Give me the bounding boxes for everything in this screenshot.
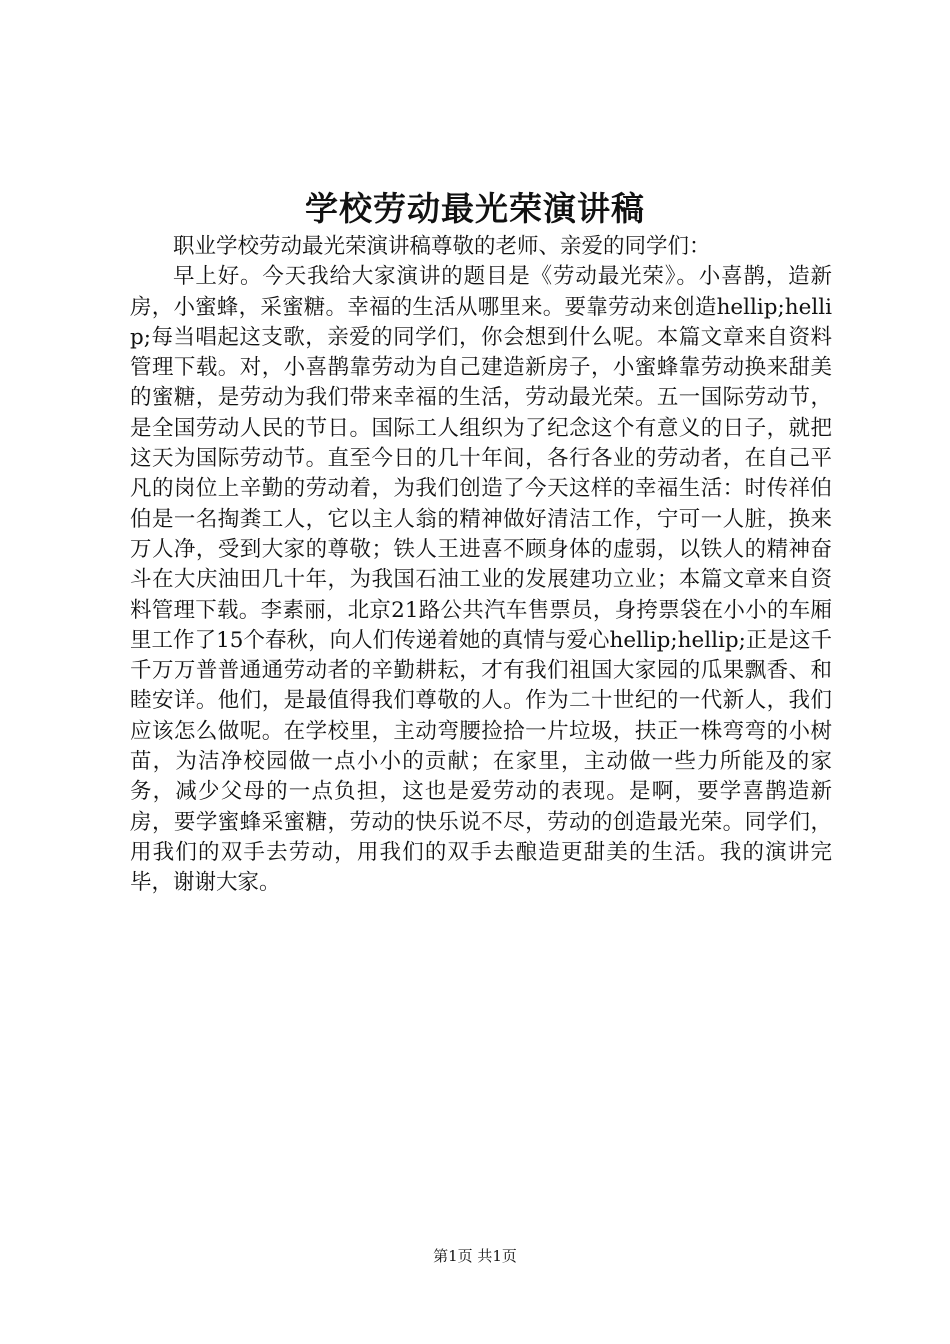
document-body [130, 232, 832, 899]
body-paragraph: 早上好。今天我给大家演讲的题目是《劳动最光荣》。小喜鹊，造新房，小蜜蜂，采蜜糖。幸福的生活从哪里来。要靠劳动来创造hellip;hellip;每当唱起这支歌，亲爱的同学们，你会想到什么呢。本篇文章来自资料管理下载。对，小喜鹊靠劳动为自己建造新房子，小蜜蜂靠劳动换来甜美的蜜糖，是劳动为我们带来幸福的生活，劳动最光荣。五一国际劳动节，是全国劳动人民的节日。国际工人组织为了纪念这个有意义的日子，就把这天为国际劳动节。直至今日的几十年间，各行各业的劳动者，在自己平凡的岗位上辛勤的劳动着，为我们创造了今天这样的幸福生活：时传祥伯伯是一名掏粪工人，它以主人翁的精神做好清洁工作，宁可一人脏，换来万人净，受到大家的尊敬；铁人王进喜不顾身体的虚弱，以铁人的精神奋斗在大庆油田几十年，为我国石油工业的发展建功立业；本篇文章来自资料管理下载。李素丽，北京21路公共汽车售票员，身挎票袋在小小的车厢里工作了15个春秋，向人们传递着她的真情与爱心hellip;hellip;正是这千千万万普普通通劳动者的辛勤耕耘，才有我们祖国大家园的瓜果飘香、和睦安详。他们，是最值得我们尊敬的人。作为二十世纪的一代新人，我们应该怎么做呢。在学校里，主动弯腰捡拾一片垃圾，扶正一株弯弯的小树苗，为洁净校园做一点小小的贡献；在家里，主动做一些力所能及的家务，减少父母的一点负担，这也是爱劳动的表现。是啊，要学喜鹊造新房，要学蜜蜂采蜜糖，劳动的快乐说不尽，劳动的创造最光荣。同学们，用我们的双手去劳动，用我们的双手去酿造更甜美的生活。我的演讲完毕，谢谢大家。 [130, 264, 832, 896]
page-footer: 第1页 共1页 [433, 1247, 517, 1265]
page-title: 学校劳动最光荣演讲稿 [305, 189, 645, 228]
salutation-paragraph: 职业学校劳动最光荣演讲稿尊敬的老师、亲爱的同学们： [173, 234, 711, 259]
